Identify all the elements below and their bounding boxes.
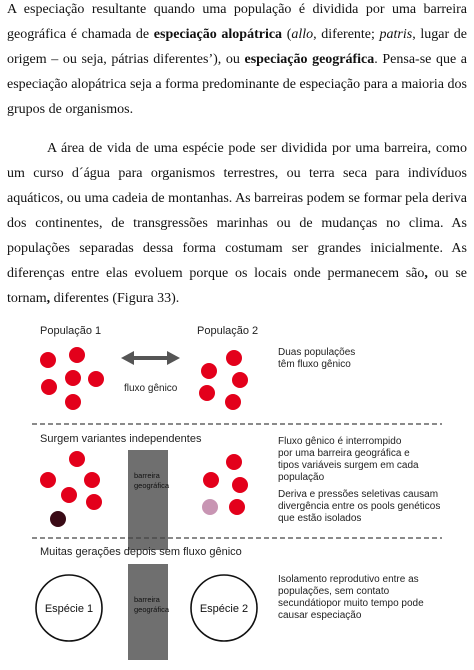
- row1-note-line: têm fluxo gênico: [278, 359, 351, 370]
- population-2-variant-dots: [202, 454, 248, 515]
- population-1-label: População 1: [40, 325, 102, 337]
- individual-dot: [226, 454, 242, 470]
- p2-bold-comma: ,: [424, 266, 428, 281]
- p1-text: , lugar de origem – ou seja, pátrias diferentes’), ou: [7, 27, 467, 67]
- p1-text: , diferente;: [313, 27, 380, 42]
- paragraph-1: [7, 0, 467, 122]
- individual-dot: [88, 371, 104, 387]
- individual-dot: [40, 472, 56, 488]
- row2-note-line: que estão isolados: [278, 513, 362, 524]
- row2-note-line: população: [278, 472, 325, 483]
- speciation-diagram: [0, 320, 474, 670]
- arrow-right-icon: [167, 351, 180, 365]
- p1-text: . Pensa-se que a especiação alopátrica seja a forma predominante de especiação para a maioria dos grupos de organismos.: [7, 52, 467, 117]
- p1-text: (: [282, 27, 292, 42]
- term-especiacao-geografica: especiação geográfica: [244, 52, 375, 67]
- individual-dot: [232, 477, 248, 493]
- barrier-label-line: geográfica: [134, 481, 170, 490]
- row1-note: [278, 347, 358, 370]
- variant-dot-dark: [50, 511, 66, 527]
- individual-dot: [229, 499, 245, 515]
- individual-dot: [65, 394, 81, 410]
- individual-dot: [41, 379, 57, 395]
- individual-dot: [86, 494, 102, 510]
- individual-dot: [84, 472, 100, 488]
- individual-dot: [203, 472, 219, 488]
- p2-bold-comma: ,: [46, 291, 51, 306]
- p2-text: diferentes (Figura 33).: [50, 291, 180, 306]
- gene-flow-label: fluxo gênico: [124, 383, 178, 394]
- p2-text: A área de vida de uma espécie pode ser dividida por uma barreira, como um curso d´água para organismos terrestres, ou terra seca para indivíduos aquáticos, ou uma cadeia de montanhas. As barreiras podem se formar pela deriva dos continentes, de transgressões marinhas ou de mudanças no clima. As populações separadas dessa forma costumam ser grandes inicialmente. As diferenças entre elas evoluem porque os locais onde permanecem são: [7, 141, 467, 281]
- row3-note-line: Isolamento reprodutivo entre as: [278, 574, 419, 585]
- geographic-barrier: [128, 450, 168, 550]
- row1-note-line: Duas populações: [278, 347, 356, 358]
- individual-dot: [225, 394, 241, 410]
- species-2-label: Espécie 2: [199, 603, 249, 615]
- row2-note-line: por uma barreira geográfica e: [278, 448, 410, 459]
- individual-dot: [65, 370, 81, 386]
- row3-note-line: populações, sem contato: [278, 586, 390, 597]
- individual-dot: [40, 352, 56, 368]
- arrow-left-icon: [121, 351, 134, 365]
- barrier-label-line: barreira: [134, 471, 160, 480]
- row3-note: [278, 574, 426, 621]
- figure-33: [0, 320, 474, 670]
- individual-dot: [69, 347, 85, 363]
- species-1-label: Espécie 1: [44, 603, 94, 615]
- individual-dot: [232, 372, 248, 388]
- row3-note-line: causar especiação: [278, 610, 362, 621]
- p2-text: ou se tornam: [7, 266, 467, 306]
- population-2-dots: [199, 350, 248, 410]
- term-especiacao-alopatrica: especiação alopátrica: [153, 27, 283, 42]
- term-patris: patris: [379, 27, 413, 42]
- barrier-label-line: barreira: [134, 595, 160, 604]
- row2-note-2: [278, 489, 443, 524]
- individual-dot: [61, 487, 77, 503]
- population-1-dots: [40, 347, 104, 410]
- row2-title: Surgem variantes independentes: [40, 433, 202, 445]
- p1-text: A especiação resultante quando uma população é dividida por uma barreira geográfica é chamada de: [7, 2, 467, 42]
- term-allo: allo: [291, 27, 314, 42]
- individual-dot: [201, 363, 217, 379]
- row3-title: Muitas gerações depois sem fluxo gênico: [40, 546, 242, 558]
- row2-note-line: divergência entre os pools genéticos: [278, 501, 441, 512]
- individual-dot: [69, 451, 85, 467]
- population-2-label: População 2: [197, 325, 259, 337]
- paragraph-2: [7, 136, 467, 311]
- individual-dot: [199, 385, 215, 401]
- row2-note-line: Deriva e pressões seletivas causam: [278, 489, 439, 500]
- gene-flow-arrow: [121, 351, 180, 365]
- row2-note-1: [278, 436, 421, 483]
- individual-dot: [226, 350, 242, 366]
- row2-note-line: tipos variáveis surgem em cada: [278, 460, 419, 471]
- row3-note-line: secundátiopor muito tempo pode: [278, 598, 424, 609]
- row2-note-line: Fluxo gênico é interrompido: [278, 436, 402, 447]
- barrier-label-line: geográfica: [134, 605, 170, 614]
- variant-dot-pink: [202, 499, 218, 515]
- population-1-variant-dots: [40, 451, 102, 527]
